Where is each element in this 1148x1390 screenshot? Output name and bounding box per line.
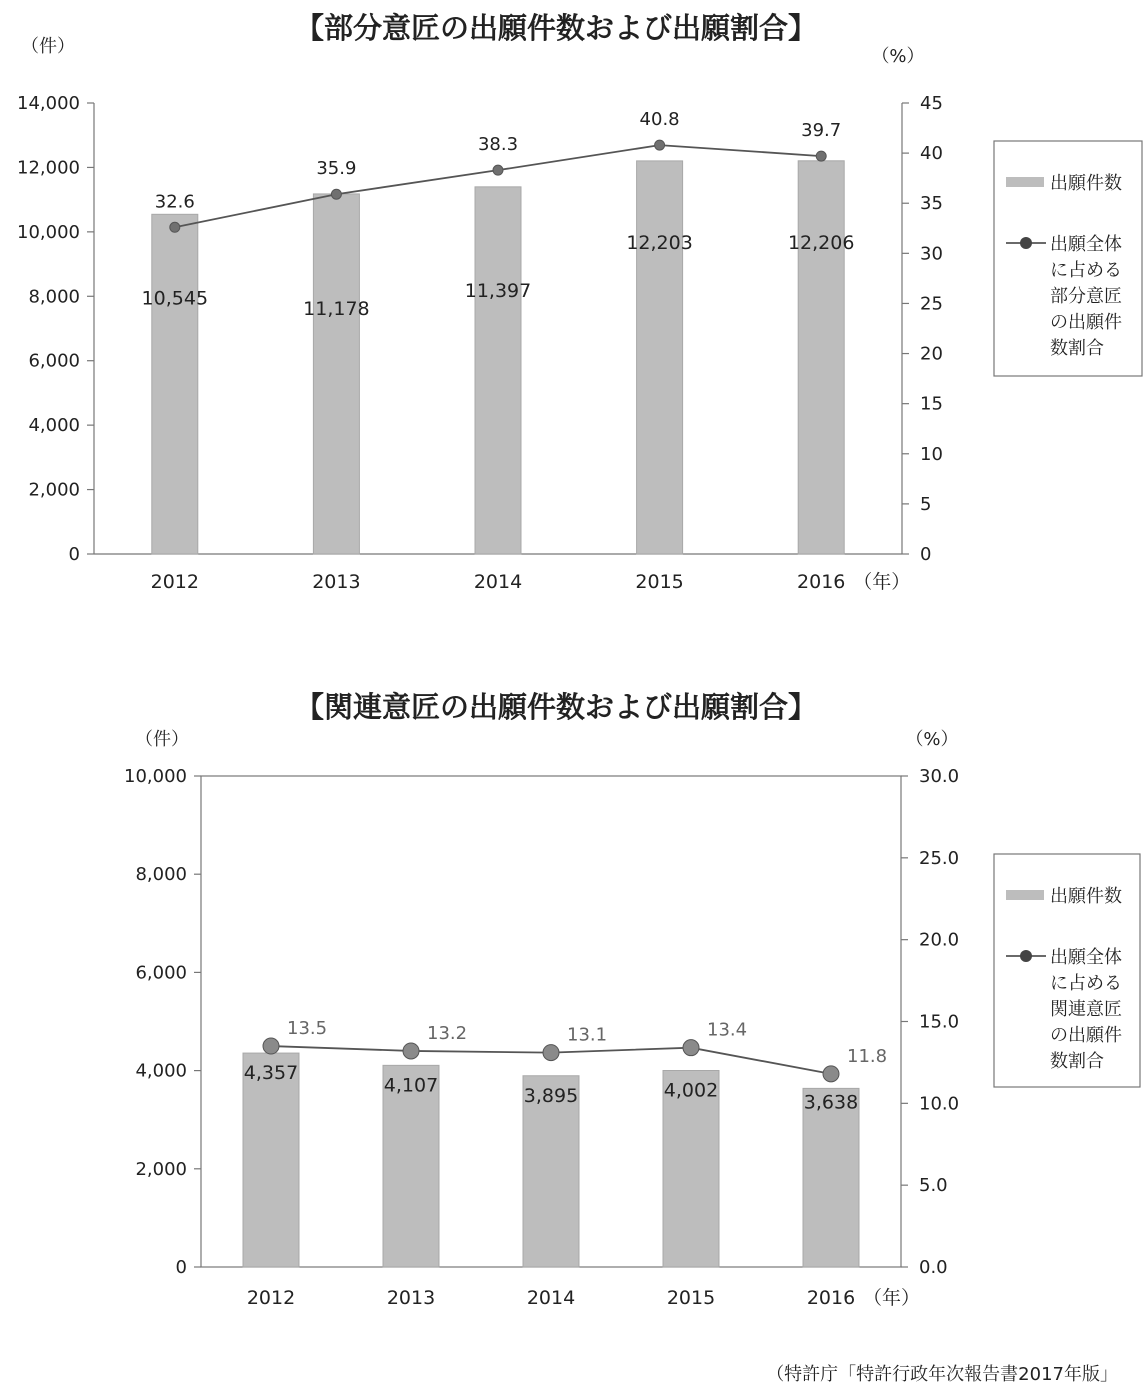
- line-point: [331, 189, 341, 199]
- bar-value-label: 12,203: [626, 231, 693, 254]
- x-axis-unit: （年）: [853, 571, 911, 593]
- line-value-label: 38.3: [477, 134, 519, 156]
- x-tick-label: 2016: [797, 571, 846, 593]
- legend-line-label: に占める: [1050, 260, 1122, 281]
- right-tick-label: 30.0: [919, 766, 960, 787]
- line-value-label: 13.4: [707, 1019, 748, 1041]
- line-point: [543, 1045, 559, 1061]
- line-value-label: 35.9: [316, 158, 357, 180]
- right-tick-label: 20.0: [919, 929, 960, 951]
- legend-line-label: 出願全体: [1050, 234, 1122, 255]
- left-tick-label: 2,000: [28, 479, 80, 501]
- line-point: [493, 165, 503, 175]
- bar-value-label: 4,357: [243, 1062, 299, 1085]
- chart-title: 【関連意匠の出願件数および出願割合】: [294, 690, 818, 724]
- left-axis-unit: （件）: [21, 36, 75, 57]
- line-point: [263, 1038, 279, 1054]
- right-axis-unit: （%）: [871, 46, 925, 67]
- line-point: [683, 1040, 699, 1056]
- bar-value-label: 11,397: [464, 279, 532, 302]
- x-tick-label: 2015: [635, 571, 684, 593]
- chart-title: 【部分意匠の出願件数および出願割合】: [294, 11, 818, 45]
- left-tick-label: 8,000: [28, 286, 80, 308]
- line-value-label: 40.8: [639, 109, 680, 131]
- x-tick-label: 2016: [806, 1287, 856, 1309]
- right-tick-label: 10.0: [919, 1093, 960, 1115]
- x-tick-label: 2014: [526, 1287, 576, 1309]
- bar-value-label: 12,206: [787, 231, 855, 254]
- bar: [637, 161, 683, 554]
- right-axis-unit: （%）: [905, 729, 959, 750]
- bar: [152, 214, 198, 554]
- bar: [313, 194, 359, 554]
- left-tick-label: 10,000: [17, 221, 80, 243]
- line-point: [816, 151, 826, 161]
- left-tick-label: 4,000: [28, 415, 80, 437]
- source-note: （特許庁「特許行政年次報告書2017年版」: [766, 1364, 1118, 1385]
- line-point: [403, 1043, 419, 1059]
- legend-line-marker: [1020, 237, 1032, 249]
- left-tick-label: 6,000: [28, 350, 80, 372]
- legend-bar-label: 出願件数: [1050, 886, 1122, 907]
- bar: [803, 1088, 859, 1267]
- right-tick-label: 35: [920, 193, 943, 215]
- left-tick-label: 2,000: [135, 1158, 187, 1180]
- left-tick-label: 0: [175, 1257, 187, 1278]
- line-point: [823, 1066, 839, 1082]
- x-tick-label: 2013: [386, 1287, 436, 1309]
- left-tick-label: 4,000: [135, 1060, 187, 1082]
- legend-line-label: 部分意匠: [1050, 286, 1122, 307]
- legend-bar-swatch: [1006, 890, 1044, 900]
- legend-bar-swatch: [1006, 177, 1044, 187]
- right-tick-label: 45: [920, 93, 943, 114]
- legend-line-label: 関連意匠: [1050, 999, 1122, 1020]
- bar-value-label: 4,002: [663, 1079, 719, 1102]
- x-axis-unit: （年）: [863, 1287, 921, 1309]
- right-tick-label: 25.0: [919, 847, 960, 869]
- x-tick-label: 2013: [312, 571, 361, 593]
- right-tick-label: 20: [920, 343, 943, 365]
- line-value-label: 39.7: [801, 120, 842, 142]
- left-tick-label: 10,000: [124, 766, 187, 787]
- left-tick-label: 12,000: [17, 157, 80, 179]
- left-tick-label: 8,000: [135, 864, 187, 886]
- bar: [475, 187, 521, 554]
- right-tick-label: 5: [920, 493, 932, 515]
- left-tick-label: 0: [68, 544, 80, 565]
- bar-value-label: 3,638: [803, 1091, 859, 1114]
- partial-design-chart: [0, 0, 1148, 680]
- legend-line-label: 出願全体: [1050, 947, 1122, 968]
- bar-value-label: 4,107: [383, 1074, 439, 1097]
- bar-value-label: 10,545: [141, 287, 209, 310]
- line-value-label: 13.2: [427, 1022, 468, 1044]
- right-tick-label: 30: [920, 243, 943, 265]
- right-tick-label: 0: [920, 544, 932, 565]
- right-tick-label: 15.0: [919, 1011, 960, 1033]
- line-point: [655, 140, 665, 150]
- line-value-label: 32.6: [154, 191, 195, 213]
- left-axis-unit: （件）: [135, 729, 189, 750]
- legend-line-marker: [1020, 950, 1032, 962]
- line-value-label: 13.5: [287, 1018, 328, 1040]
- x-tick-label: 2014: [473, 571, 523, 593]
- legend-bar-label: 出願件数: [1050, 173, 1122, 194]
- left-tick-label: 6,000: [135, 962, 187, 984]
- bar: [798, 161, 844, 554]
- bar: [243, 1053, 299, 1267]
- legend-line-label: 数割合: [1050, 1051, 1104, 1072]
- line-value-label: 13.1: [567, 1024, 608, 1046]
- legend-line-label: の出願件: [1050, 1025, 1122, 1046]
- line-value-label: 11.8: [847, 1045, 888, 1067]
- right-tick-label: 15: [920, 393, 943, 415]
- bar-value-label: 3,895: [523, 1084, 579, 1107]
- x-tick-label: 2012: [246, 1287, 296, 1309]
- legend-line-label: に占める: [1050, 973, 1122, 994]
- x-tick-label: 2015: [666, 1287, 716, 1309]
- bar-value-label: 11,178: [303, 297, 370, 320]
- left-tick-label: 14,000: [17, 93, 80, 114]
- right-tick-label: 10: [920, 443, 943, 465]
- right-tick-label: 5.0: [919, 1175, 948, 1197]
- right-tick-label: 40: [920, 143, 943, 165]
- right-tick-label: 25: [920, 293, 943, 315]
- x-tick-label: 2012: [150, 571, 199, 593]
- related-design-chart: [0, 690, 1148, 1360]
- legend-line-label: の出願件: [1050, 312, 1122, 333]
- right-tick-label: 0.0: [919, 1257, 948, 1278]
- legend-line-label: 数割合: [1050, 338, 1104, 359]
- line-point: [170, 222, 180, 232]
